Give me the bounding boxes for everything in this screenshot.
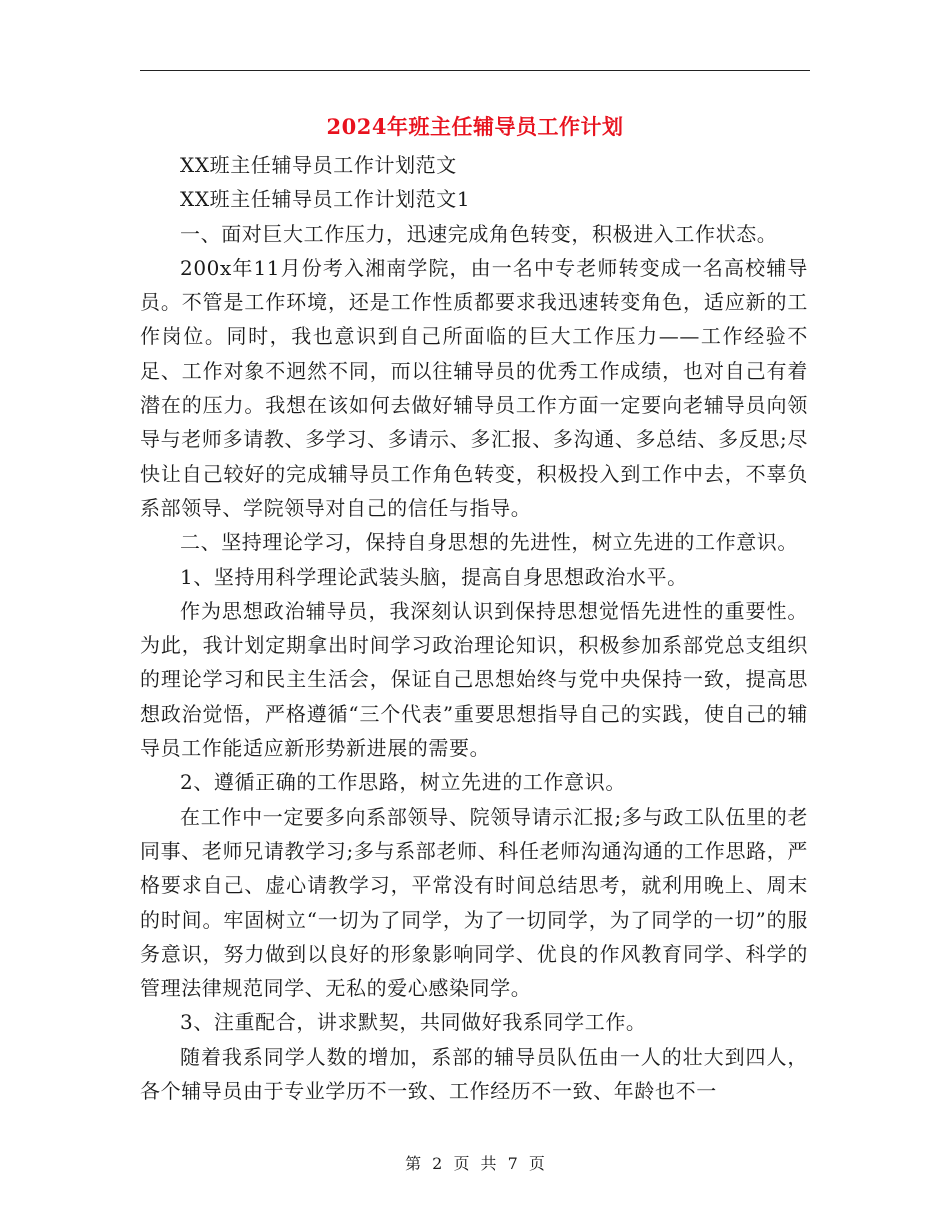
paragraph: XX班主任辅导员工作计划范文1 [180,187,471,212]
document-title: 2024年班主任辅导员工作计划 [326,114,624,139]
header-rule [140,70,810,71]
subsection-heading: 2、遵循正确的工作思路，树立先进的工作意识。 [180,770,626,795]
document-body [140,148,808,1108]
section-heading: 二、坚持理论学习，保持自身思想的先进性，树立先进的工作意识。 [180,530,798,555]
paragraph: 随着我系同学人数的增加，系部的辅导员队伍由一人的壮大到四人，各个辅导员由于专业学历不一致、工作经历不一致、年龄也不一 [140,1044,808,1104]
paragraph: XX班主任辅导员工作计划范文 [180,153,457,177]
paragraph: 作为思想政治辅导员，我深刻认识到保持思想觉悟先进性的重要性。为此，我计划定期拿出时间学习政治理论知识，积极参加系部党总支组织的理论学习和民主生活会，保证自己思想始终与党中央保持一致，提高思想政治觉悟，严格遵循“三个代表”重要思想指导自己的实践，使自己的辅导员工作能适应新形势新进展的需要。 [140,598,808,761]
subsection-heading: 1、坚持用科学理论武装头脑，提高自身思想政治水平。 [180,564,688,589]
section-heading: 一、面对巨大工作压力，迅速完成角色转变，积极进入工作状态。 [180,221,778,246]
paragraph: 200x年11月份考入湘南学院，由一名中专老师转变成一名高校辅导员。不管是工作环境，还是工作性质都要求我迅速转变角色，适应新的工作岗位。同时，我也意识到自己所面临的巨大工作压力——工作经验不足、工作对象不迥然不同，而以往辅导员的优秀工作成绩，也对自己有着潜在的压力。我想在该如何去做好辅导员工作方面一定要向老辅导员向领导与老师多请教、多学习、多请示、多汇报、多沟通、多总结、多反思;尽快让自己较好的完成辅导员工作角色转变，积极投入到工作中去，不辜负系部领导、学院领导对自己的信任与指导。 [140,255,808,520]
subsection-heading: 3、注重配合，讲求默契，共同做好我系同学工作。 [180,1010,647,1035]
page-number: 第 2 页 共 7 页 [405,1154,545,1173]
paragraph: 在工作中一定要多向系部领导、院领导请示汇报;多与政工队伍里的老同事、老师兄请教学习;多与系部老师、科任老师沟通沟通的工作思路，严格要求自己、虚心请教学习，平常没有时间总结思考，就利用晚上、周末的时间。牢固树立“一切为了同学，为了一切同学，为了同学的一切”的服务意识，努力做到以良好的形象影响同学、优良的作风教育同学、科学的管理法律规范同学、无私的爱心感染同学。 [140,804,808,1001]
